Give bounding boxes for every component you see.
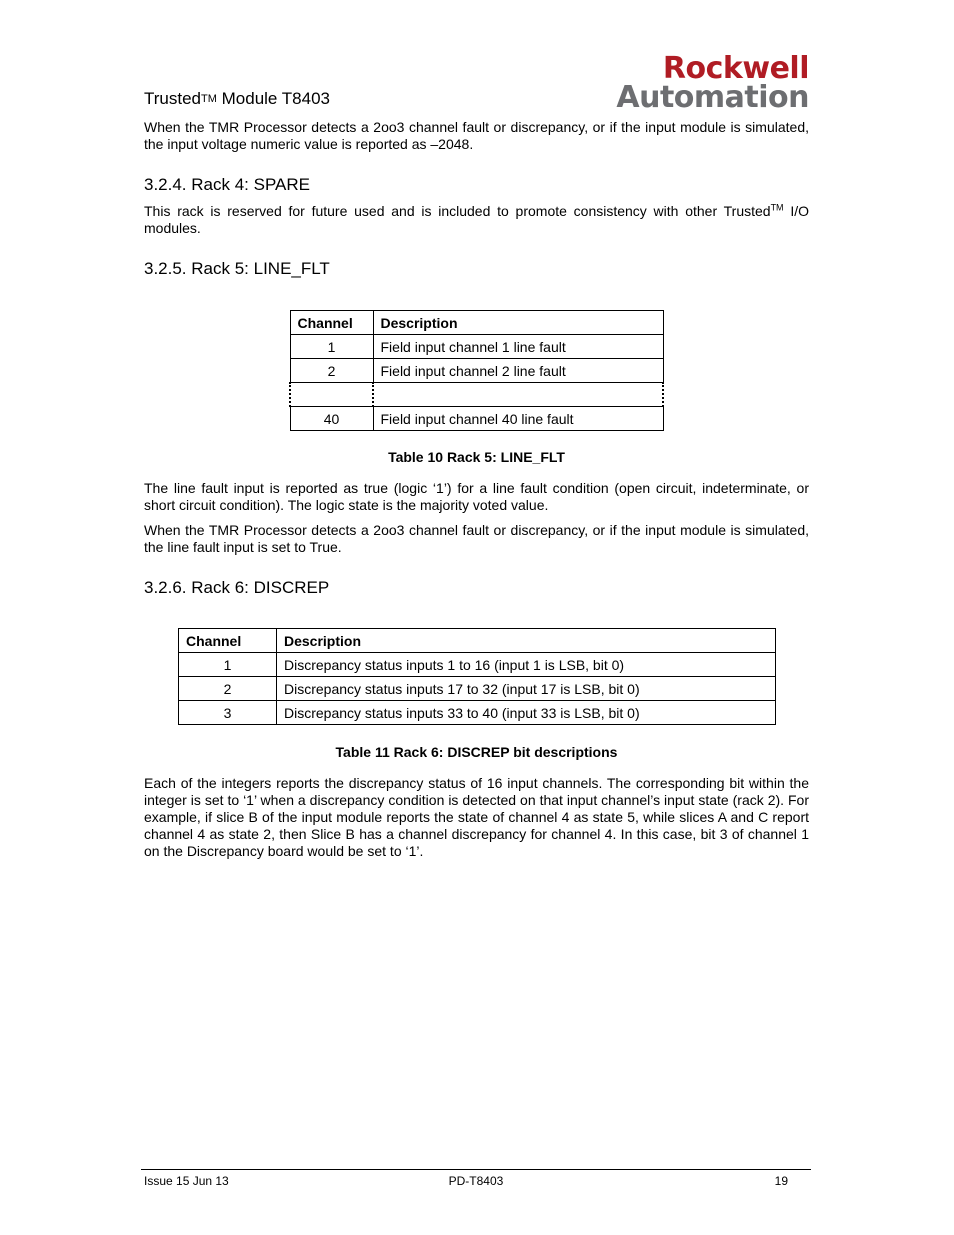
table-header-row (179, 629, 776, 653)
footer-document-id: PD-T8403 (448, 1174, 504, 1188)
table-row (290, 407, 663, 431)
table-11-caption: Table 11 Rack 6: DISCREP bit descriptions (335, 744, 618, 760)
table-row (290, 335, 663, 359)
description-cell (373, 383, 663, 407)
channel-cell: 2 (290, 359, 373, 383)
channel-cell (290, 383, 373, 407)
logo-line-1: Rockwell (662, 51, 809, 86)
channel-cell: 1 (179, 653, 277, 677)
table-10-caption: Table 10 Rack 5: LINE_FLT (388, 449, 565, 465)
channel-cell: 3 (179, 701, 277, 725)
description-cell: Discrepancy status inputs 33 to 40 (input 33 is LSB, bit 0) (277, 701, 776, 725)
channel-cell: 2 (179, 677, 277, 701)
table-row (179, 677, 776, 701)
table-row (179, 653, 776, 677)
column-header-description: Description (373, 311, 663, 335)
title-prefix: Trusted (144, 89, 202, 108)
trademark-superscript: TM (770, 202, 784, 213)
rack4-text-pre: This rack is reserved for future used and is included to promote consistency with other Trusted (144, 203, 771, 219)
line-fault-paragraph-2: When the TMR Processor detects a 2oo3 channel fault or discrepancy, or if the input module is simulated, the line fault input is set to True. (144, 522, 809, 555)
column-header-channel: Channel (179, 629, 277, 653)
discrep-table (178, 628, 776, 725)
table-row-ellipsis (290, 383, 663, 407)
description-cell: Discrepancy status inputs 1 to 16 (input 1 is LSB, bit 0) (277, 653, 776, 677)
column-header-channel: Channel (290, 311, 373, 335)
trademark-superscript: TM (201, 93, 217, 105)
footer-page-number: 19 (774, 1174, 788, 1188)
section-heading-rack5: 3.2.5. Rack 5: LINE_FLT (144, 259, 330, 278)
channel-cell: 1 (290, 335, 373, 359)
column-header-description: Description (277, 629, 776, 653)
table-row (290, 359, 663, 383)
line-flt-table (289, 310, 664, 431)
description-cell: Field input channel 1 line fault (373, 335, 663, 359)
footer-divider (141, 1169, 811, 1170)
page-header-title (144, 89, 330, 109)
intro-paragraph: When the TMR Processor detects a 2oo3 channel fault or discrepancy, or if the input module is simulated, the input voltage numeric value is reported as –2048. (144, 119, 809, 152)
rack4-text-post: I/O modules. (144, 203, 809, 236)
logo-line-2: Automation (616, 80, 809, 115)
table-header-row (290, 311, 663, 335)
rockwell-automation-logo (572, 51, 809, 115)
line-fault-paragraph-1: The line fault input is reported as true (logic ‘1’) for a line fault condition (open circuit, indeterminate, or short circuit condition). The logic state is the majority voted value. (144, 480, 809, 513)
section-heading-rack4: 3.2.4. Rack 4: SPARE (144, 175, 310, 194)
rack4-paragraph (144, 203, 809, 237)
description-cell: Field input channel 2 line fault (373, 359, 663, 383)
description-cell: Discrepancy status inputs 17 to 32 (input 17 is LSB, bit 0) (277, 677, 776, 701)
description-cell: Field input channel 40 line fault (373, 407, 663, 431)
discrepancy-paragraph: Each of the integers reports the discrepancy status of 16 input channels. The corresponding bit within the integer is set to ‘1’ when a discrepancy condition is detected on that input channel’s input state (rack 2). For example, if slice B of the input module reports the state of channel 4 as state 5, while slices A and C report channel 4 as state 2, then Slice B has a channel discrepancy for channel 4. In this case, bit 3 of channel 1 on the Discrepancy board would be set to ‘1’. (144, 775, 809, 859)
footer-issue: Issue 15 Jun 13 (144, 1174, 229, 1188)
title-suffix: Module T8403 (216, 89, 331, 108)
section-heading-rack6: 3.2.6. Rack 6: DISCREP (144, 578, 330, 597)
table-row (179, 701, 776, 725)
channel-cell: 40 (290, 407, 373, 431)
